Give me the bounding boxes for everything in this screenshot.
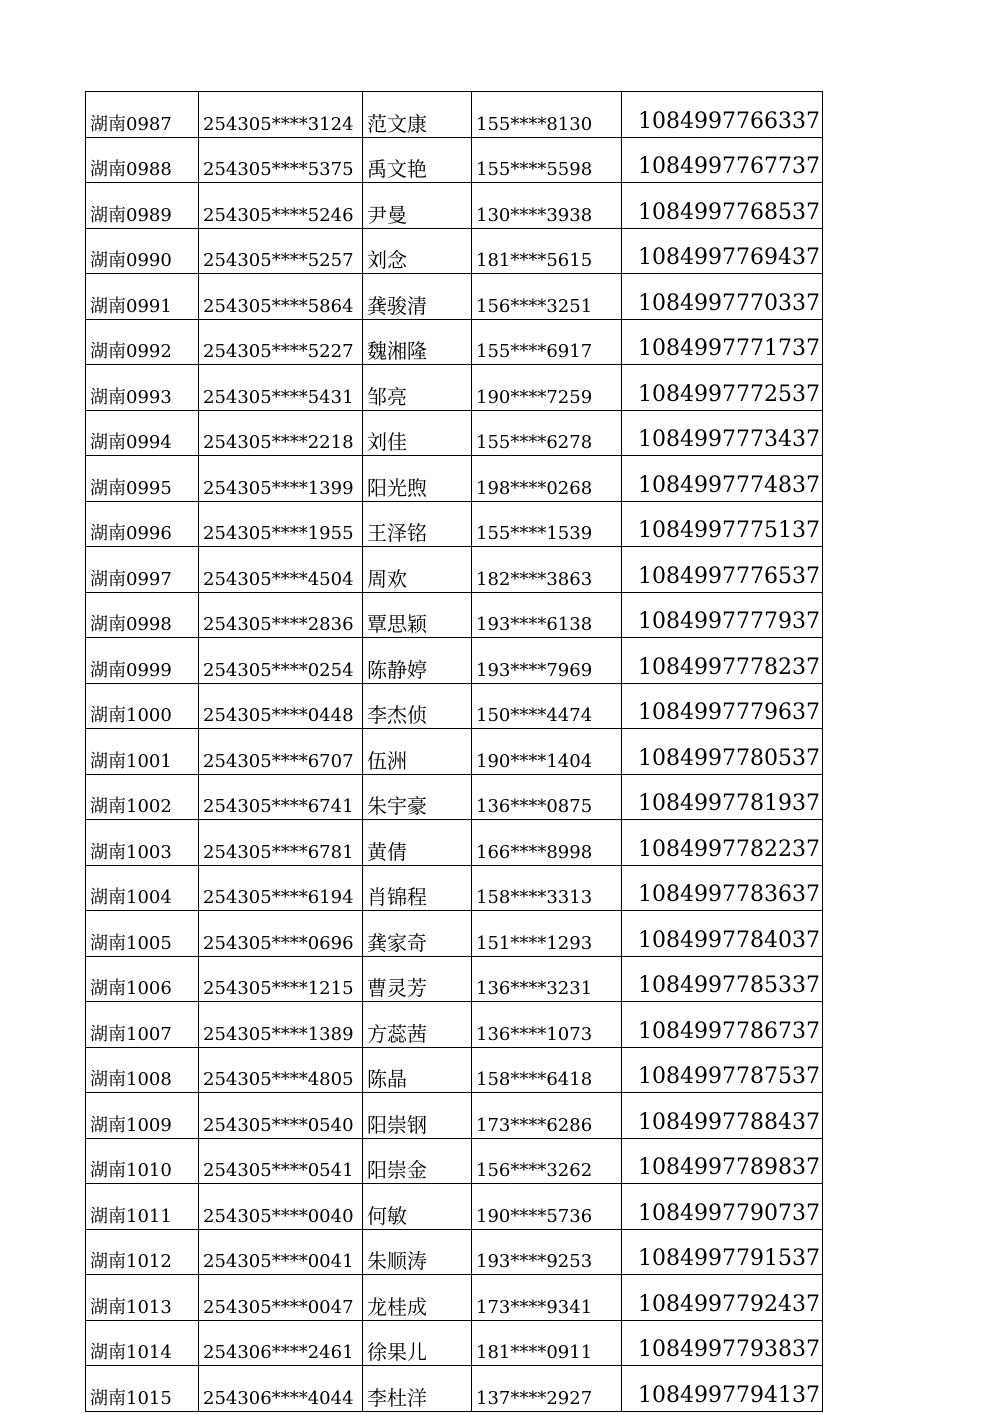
phone-cell: 190****7259 (472, 365, 622, 411)
record-id-cell: 湖南0996 (86, 501, 199, 547)
id-number-cell: 254305****0448 (199, 683, 363, 729)
phone-cell: 156****3262 (472, 1138, 622, 1184)
tracking-number-cell: 1084997790737 (622, 1184, 823, 1230)
tracking-number-cell: 1084997776537 (622, 547, 823, 593)
record-id-cell: 湖南1005 (86, 911, 199, 957)
record-id-cell: 湖南1011 (86, 1184, 199, 1230)
table-row (86, 865, 823, 911)
phone-cell: 181****0911 (472, 1320, 622, 1366)
phone-cell: 193****6138 (472, 592, 622, 638)
id-number-cell: 254306****2461 (199, 1320, 363, 1366)
record-id-cell: 湖南1008 (86, 1047, 199, 1093)
name-cell: 朱宇豪 (363, 774, 472, 820)
tracking-number-cell: 1084997787537 (622, 1047, 823, 1093)
table-row (86, 638, 823, 684)
record-id-cell: 湖南1006 (86, 956, 199, 1002)
record-id-cell: 湖南1009 (86, 1093, 199, 1139)
record-id-cell: 湖南1001 (86, 729, 199, 775)
tracking-number-cell: 1084997772537 (622, 365, 823, 411)
record-id-cell: 湖南0988 (86, 137, 199, 183)
phone-cell: 136****3231 (472, 956, 622, 1002)
record-id-cell: 湖南0998 (86, 592, 199, 638)
record-id-cell: 湖南0991 (86, 274, 199, 320)
record-id-cell: 湖南1002 (86, 774, 199, 820)
name-cell: 龚家奇 (363, 911, 472, 957)
name-cell: 覃思颖 (363, 592, 472, 638)
table-row (86, 1093, 823, 1139)
tracking-number-cell: 1084997774837 (622, 456, 823, 502)
record-id-cell: 湖南0997 (86, 547, 199, 593)
id-number-cell: 254305****5246 (199, 183, 363, 229)
table-row (86, 1002, 823, 1048)
phone-cell: 193****9253 (472, 1229, 622, 1275)
tracking-number-cell: 1084997792437 (622, 1275, 823, 1321)
tracking-number-cell: 1084997777937 (622, 592, 823, 638)
record-id-cell: 湖南0987 (86, 92, 199, 138)
name-cell: 阳崇钢 (363, 1093, 472, 1139)
id-number-cell: 254305****0040 (199, 1184, 363, 1230)
tracking-number-cell: 1084997786737 (622, 1002, 823, 1048)
name-cell: 黄倩 (363, 820, 472, 866)
id-number-cell: 254305****0696 (199, 911, 363, 957)
name-cell: 王泽铭 (363, 501, 472, 547)
phone-cell: 190****1404 (472, 729, 622, 775)
phone-cell: 150****4474 (472, 683, 622, 729)
tracking-number-cell: 1084997782237 (622, 820, 823, 866)
name-cell: 龙桂成 (363, 1275, 472, 1321)
phone-cell: 155****6917 (472, 319, 622, 365)
id-number-cell: 254305****6781 (199, 820, 363, 866)
record-id-cell: 湖南1015 (86, 1366, 199, 1412)
table-row (86, 729, 823, 775)
record-id-cell: 湖南0989 (86, 183, 199, 229)
phone-cell: 155****6278 (472, 410, 622, 456)
phone-cell: 156****3251 (472, 274, 622, 320)
name-cell: 何敏 (363, 1184, 472, 1230)
tracking-number-cell: 1084997788437 (622, 1093, 823, 1139)
record-id-cell: 湖南1007 (86, 1002, 199, 1048)
table-row (86, 228, 823, 274)
name-cell: 陈静婷 (363, 638, 472, 684)
id-number-cell: 254306****4044 (199, 1366, 363, 1412)
table-row (86, 774, 823, 820)
phone-cell: 166****8998 (472, 820, 622, 866)
phone-cell: 155****8130 (472, 92, 622, 138)
phone-cell: 193****7969 (472, 638, 622, 684)
tracking-number-cell: 1084997794137 (622, 1366, 823, 1412)
tracking-number-cell: 1084997771737 (622, 319, 823, 365)
name-cell: 邹亮 (363, 365, 472, 411)
table-row (86, 911, 823, 957)
name-cell: 刘佳 (363, 410, 472, 456)
tracking-number-cell: 1084997770337 (622, 274, 823, 320)
id-number-cell: 254305****0541 (199, 1138, 363, 1184)
id-number-cell: 254305****2836 (199, 592, 363, 638)
record-id-cell: 湖南0999 (86, 638, 199, 684)
table-row (86, 1184, 823, 1230)
record-id-cell: 湖南0992 (86, 319, 199, 365)
table-row (86, 183, 823, 229)
record-id-cell: 湖南1013 (86, 1275, 199, 1321)
table-row (86, 319, 823, 365)
id-number-cell: 254305****0540 (199, 1093, 363, 1139)
phone-cell: 158****3313 (472, 865, 622, 911)
record-id-cell: 湖南1004 (86, 865, 199, 911)
record-id-cell: 湖南1014 (86, 1320, 199, 1366)
record-id-cell: 湖南0993 (86, 365, 199, 411)
name-cell: 龚骏清 (363, 274, 472, 320)
tracking-number-cell: 1084997789837 (622, 1138, 823, 1184)
id-number-cell: 254305****5864 (199, 274, 363, 320)
name-cell: 曹灵芳 (363, 956, 472, 1002)
name-cell: 李杰侦 (363, 683, 472, 729)
name-cell: 刘念 (363, 228, 472, 274)
tracking-number-cell: 1084997769437 (622, 228, 823, 274)
tracking-number-cell: 1084997785337 (622, 956, 823, 1002)
id-number-cell: 254305****5257 (199, 228, 363, 274)
name-cell: 范文康 (363, 92, 472, 138)
phone-cell: 136****0875 (472, 774, 622, 820)
id-number-cell: 254305****1955 (199, 501, 363, 547)
name-cell: 阳崇金 (363, 1138, 472, 1184)
record-id-cell: 湖南0995 (86, 456, 199, 502)
table-row (86, 92, 823, 138)
tracking-number-cell: 1084997784037 (622, 911, 823, 957)
phone-cell: 130****3938 (472, 183, 622, 229)
table-row (86, 1320, 823, 1366)
id-number-cell: 254305****6194 (199, 865, 363, 911)
record-id-cell: 湖南1010 (86, 1138, 199, 1184)
table-row (86, 1366, 823, 1412)
tracking-number-cell: 1084997783637 (622, 865, 823, 911)
table-row (86, 547, 823, 593)
table-row (86, 1138, 823, 1184)
name-cell: 徐果儿 (363, 1320, 472, 1366)
name-cell: 禹文艳 (363, 137, 472, 183)
name-cell: 伍洲 (363, 729, 472, 775)
name-cell: 魏湘隆 (363, 319, 472, 365)
id-number-cell: 254305****6707 (199, 729, 363, 775)
tracking-number-cell: 1084997781937 (622, 774, 823, 820)
table-row (86, 1229, 823, 1275)
id-number-cell: 254305****4805 (199, 1047, 363, 1093)
table-row (86, 956, 823, 1002)
tracking-number-cell: 1084997766337 (622, 92, 823, 138)
table-row (86, 501, 823, 547)
tracking-number-cell: 1084997791537 (622, 1229, 823, 1275)
name-cell: 周欢 (363, 547, 472, 593)
tracking-number-cell: 1084997767737 (622, 137, 823, 183)
name-cell: 阳光煦 (363, 456, 472, 502)
phone-cell: 158****6418 (472, 1047, 622, 1093)
record-id-cell: 湖南0994 (86, 410, 199, 456)
id-number-cell: 254305****1389 (199, 1002, 363, 1048)
tracking-number-cell: 1084997793837 (622, 1320, 823, 1366)
table-body (86, 92, 823, 1412)
id-number-cell: 254305****4504 (199, 547, 363, 593)
record-id-cell: 湖南0990 (86, 228, 199, 274)
table-row (86, 1047, 823, 1093)
id-number-cell: 254305****1215 (199, 956, 363, 1002)
id-number-cell: 254305****0047 (199, 1275, 363, 1321)
table-row (86, 274, 823, 320)
id-number-cell: 254305****5227 (199, 319, 363, 365)
id-number-cell: 254305****3124 (199, 92, 363, 138)
table-row (86, 820, 823, 866)
phone-cell: 181****5615 (472, 228, 622, 274)
tracking-number-cell: 1084997778237 (622, 638, 823, 684)
table-row (86, 1275, 823, 1321)
name-cell: 方蕊茜 (363, 1002, 472, 1048)
tracking-number-cell: 1084997775137 (622, 501, 823, 547)
phone-cell: 182****3863 (472, 547, 622, 593)
tracking-number-cell: 1084997780537 (622, 729, 823, 775)
name-cell: 李杜洋 (363, 1366, 472, 1412)
data-table (85, 91, 823, 1412)
phone-cell: 137****2927 (472, 1366, 622, 1412)
tracking-number-cell: 1084997779637 (622, 683, 823, 729)
tracking-number-cell: 1084997768537 (622, 183, 823, 229)
id-number-cell: 254305****6741 (199, 774, 363, 820)
table-row (86, 456, 823, 502)
tracking-number-cell: 1084997773437 (622, 410, 823, 456)
table-row (86, 592, 823, 638)
record-id-cell: 湖南1012 (86, 1229, 199, 1275)
table-row (86, 683, 823, 729)
phone-cell: 173****6286 (472, 1093, 622, 1139)
record-id-cell: 湖南1003 (86, 820, 199, 866)
name-cell: 朱顺涛 (363, 1229, 472, 1275)
id-number-cell: 254305****5431 (199, 365, 363, 411)
phone-cell: 155****5598 (472, 137, 622, 183)
id-number-cell: 254305****0041 (199, 1229, 363, 1275)
table-row (86, 410, 823, 456)
phone-cell: 151****1293 (472, 911, 622, 957)
phone-cell: 155****1539 (472, 501, 622, 547)
phone-cell: 190****5736 (472, 1184, 622, 1230)
phone-cell: 198****0268 (472, 456, 622, 502)
id-number-cell: 254305****0254 (199, 638, 363, 684)
table-row (86, 365, 823, 411)
id-number-cell: 254305****1399 (199, 456, 363, 502)
name-cell: 陈晶 (363, 1047, 472, 1093)
name-cell: 尹曼 (363, 183, 472, 229)
id-number-cell: 254305****5375 (199, 137, 363, 183)
phone-cell: 173****9341 (472, 1275, 622, 1321)
record-id-cell: 湖南1000 (86, 683, 199, 729)
table-row (86, 137, 823, 183)
phone-cell: 136****1073 (472, 1002, 622, 1048)
id-number-cell: 254305****2218 (199, 410, 363, 456)
name-cell: 肖锦程 (363, 865, 472, 911)
